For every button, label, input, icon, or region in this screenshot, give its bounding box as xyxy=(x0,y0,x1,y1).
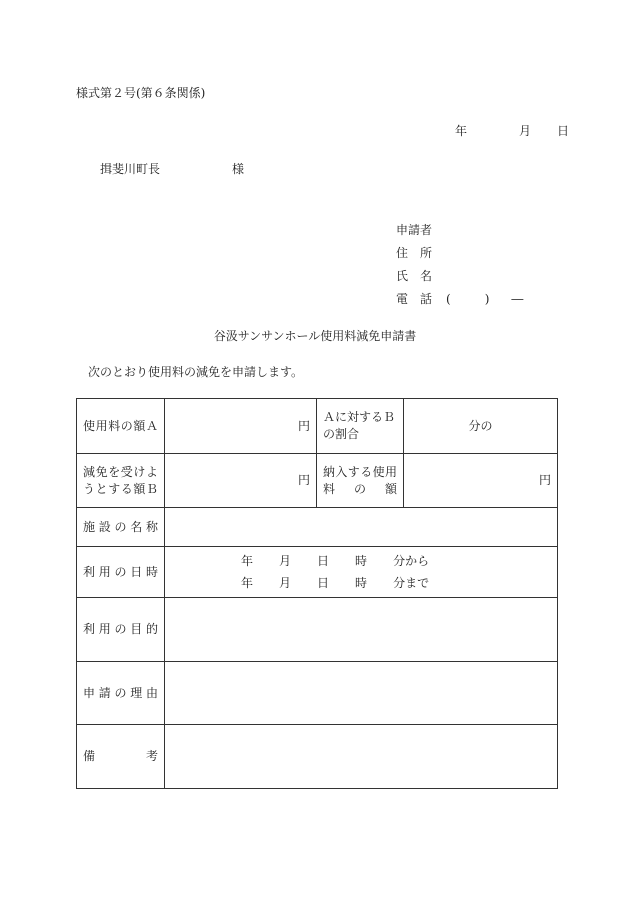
applicant-name-label: 氏 名 xyxy=(396,269,433,283)
ratio-value-cell[interactable] xyxy=(404,399,558,454)
intro-text: 次のとおり使用料の減免を申請します。 xyxy=(88,365,304,379)
table-row-reduction xyxy=(77,454,558,508)
document-title: 谷汲サンサンホール使用料減免申請書 xyxy=(213,329,417,343)
reason-label: 申請の理由 xyxy=(77,662,165,725)
reduction-label: 減免を受けようとする額Ｂ xyxy=(77,454,165,508)
facility-value-cell[interactable] xyxy=(165,508,558,547)
ratio-label: Ａに対するＢの割合 xyxy=(317,399,404,454)
paid-value-cell[interactable] xyxy=(404,454,558,508)
applicant-address-label: 住 所 xyxy=(396,246,433,260)
date-day: 日 xyxy=(557,124,570,138)
reason-value-cell[interactable] xyxy=(165,662,558,725)
ratio-value: 分の xyxy=(468,418,493,433)
applicant-block xyxy=(396,219,523,311)
remarks-value-cell[interactable] xyxy=(165,725,558,789)
table-row-facility xyxy=(77,508,558,547)
purpose-value-cell[interactable] xyxy=(165,598,558,662)
date-line xyxy=(455,122,569,139)
datetime-from: 年 月 日 時 分から xyxy=(241,554,430,568)
reduction-value-cell[interactable] xyxy=(165,454,317,508)
purpose-label: 利用の目的 xyxy=(77,598,165,662)
fee-unit: 円 xyxy=(297,418,310,433)
form-number: 様式第２号(第６条関係) xyxy=(76,86,206,100)
applicant-heading: 申請者 xyxy=(396,223,433,237)
table-row-remarks xyxy=(77,725,558,789)
fee-label: 使用料の額Ａ xyxy=(77,399,165,454)
datetime-to: 年 月 日 時 分まで xyxy=(241,576,430,590)
datetime-label: 利用の日時 xyxy=(77,547,165,598)
table-row-purpose xyxy=(77,598,558,662)
fee-value-cell[interactable] xyxy=(165,399,317,454)
phone-open-paren: ( xyxy=(446,292,451,306)
phone-close-paren: ) xyxy=(484,292,490,306)
date-month: 月 xyxy=(519,124,532,138)
date-year: 年 xyxy=(455,124,468,138)
paid-label: 納入する使用料の額 xyxy=(317,454,404,508)
facility-label: 施設の名称 xyxy=(77,508,165,547)
addressee xyxy=(100,160,244,177)
table-row-datetime xyxy=(77,547,558,598)
table-row-fee xyxy=(77,399,558,454)
remarks-label: 備考 xyxy=(77,725,165,789)
phone-dash: ― xyxy=(511,292,524,306)
addressee-honorific: 様 xyxy=(232,162,245,176)
application-table xyxy=(76,398,558,789)
applicant-phone-label: 電 話 ( ) ― xyxy=(396,292,524,306)
paid-unit: 円 xyxy=(538,473,551,487)
addressee-name: 揖斐川町長 xyxy=(100,162,161,176)
table-row-reason xyxy=(77,662,558,725)
datetime-value-cell[interactable] xyxy=(165,547,558,598)
reduction-unit: 円 xyxy=(297,473,310,487)
